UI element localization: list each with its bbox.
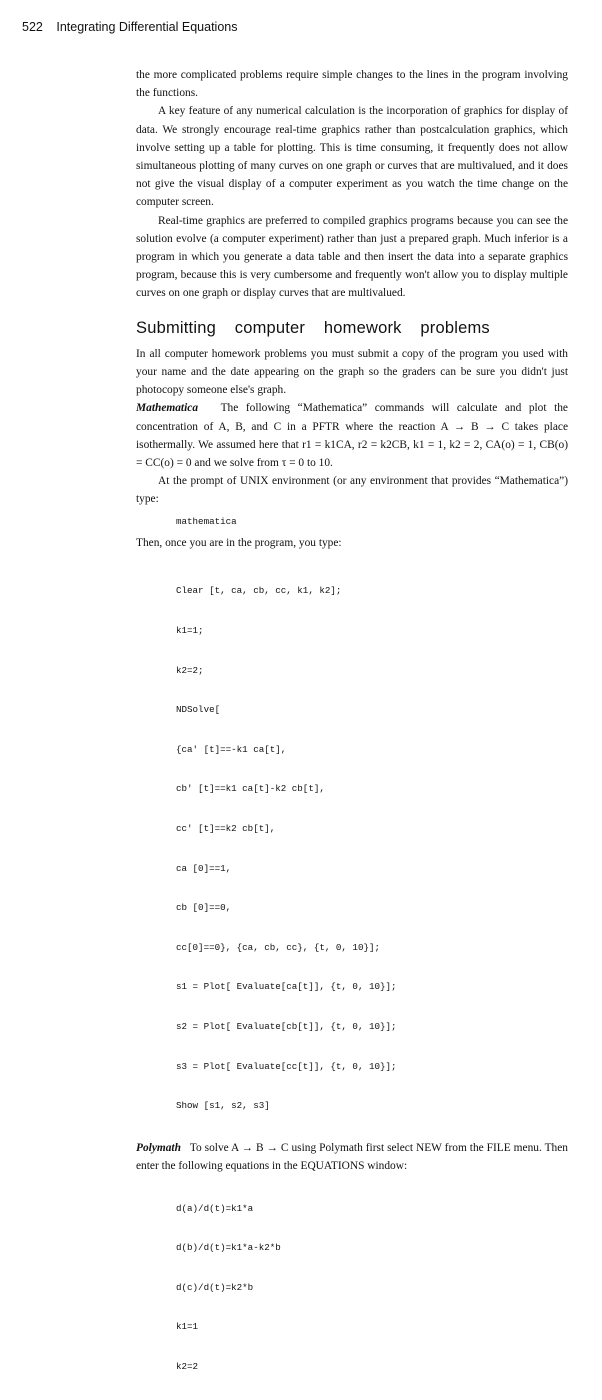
code-line: cb [0]==0, <box>176 902 232 914</box>
polymath-label: Polymath <box>136 1141 181 1154</box>
page-header <box>22 20 237 34</box>
mathematica-then: Then, once you are in the program, you type: <box>136 536 342 549</box>
paragraph-realtime: Real-time graphics are preferred to compiled graphics programs because you can see the solution evolve (a computer experiment) rather than just a prepared graph. Much inferior is a program in which you generate a data table and then insert the data into a separate graphics program, because this is very cumbersome and frequently won't allow you to display multiple curves on one graph or display curves that are multivalued. <box>136 214 568 300</box>
code-line: d(a)/d(t)=k1*a <box>176 1202 254 1214</box>
running-title: Integrating Differential Equations <box>56 20 238 34</box>
code-line: k1=1; <box>176 625 204 637</box>
page-body <box>136 66 568 1400</box>
section-heading: Submitting computer homework problems <box>136 318 490 337</box>
mathematica-prompt: At the prompt of UNIX environment (or any environment that provides “Mathematica”) type: <box>136 475 568 506</box>
code-line: k1=1 <box>176 1321 199 1333</box>
code-line: k2=2 <box>176 1360 199 1372</box>
code-line: cc' [t]==k2 cb[t], <box>176 823 276 835</box>
code-line: cb' [t]==k1 ca[t]-k2 cb[t], <box>176 783 325 795</box>
code-line: d(b)/d(t)=k1*a-k2*b <box>176 1242 281 1254</box>
paragraph-graphics: A key feature of any numerical calculation is the incorporation of graphics for display of data. We strongly encourage real-time graphics rather than postcalculation graphics, which involve setting up a table for plotting. This is time consuming, it frequently does not allow simultaneous plotting of many curves on one graph or curves that are multivalued, and it does not give the visual display of a computer experiment as you watch the time change on the computer screen. <box>136 105 568 209</box>
code-line: s2 = Plot[ Evaluate[cb[t]], {t, 0, 10}]; <box>176 1021 397 1033</box>
paragraph-functions: the more complicated problems require simple changes to the lines in the program involving the functions. <box>136 69 568 100</box>
mathematica-command: mathematica <box>176 515 237 527</box>
code-line: k2=2; <box>176 664 204 676</box>
mathematica-code-block <box>176 558 568 1139</box>
code-line: d(c)/d(t)=k2*b <box>176 1281 254 1293</box>
code-line: NDSolve[ <box>176 704 221 716</box>
mathematica-paragraph <box>136 399 568 472</box>
code-line: {ca' [t]==-k1 ca[t], <box>176 743 287 755</box>
polymath-intro: To solve A → B → C using Polymath first select NEW from the FILE menu. Then enter the following equations in the EQUATIONS window: <box>136 1141 568 1172</box>
section-text: In all computer homework problems you must submit a copy of the program you used with your name and the date appearing on the graph so the graders can be sure you didn't just photocopy someone else's graph. <box>136 347 568 397</box>
code-line: s3 = Plot[ Evaluate[cc[t]], {t, 0, 10}]; <box>176 1060 397 1072</box>
mathematica-intro: The following “Mathematica” commands will calculate and plot the concentration of A, B, and C in a PFTR where the reaction A → B → C takes place isothermally. We assumed here that r1 = k1CA, r2 = k2CB, k1 = 1, k2 = 2, CA(o) = 1, CB(o) = CC(o) = 0 and we solve from τ = 0 to 10. <box>136 402 568 470</box>
code-line: ca [0]==1, <box>176 862 232 874</box>
code-line: Show [s1, s2, s3] <box>176 1100 270 1112</box>
code-line: cc[0]==0}, {ca, cb, cc}, {t, 0, 10}]; <box>176 941 380 953</box>
polymath-paragraph <box>136 1139 568 1175</box>
code-line: Clear [t, ca, cb, cc, k1, k2]; <box>176 585 342 597</box>
code-line: s1 = Plot[ Evaluate[ca[t]], {t, 0, 10}]; <box>176 981 397 993</box>
polymath-code-block <box>176 1175 568 1399</box>
mathematica-label: Mathematica <box>136 402 199 415</box>
page-number: 522 <box>22 20 43 34</box>
